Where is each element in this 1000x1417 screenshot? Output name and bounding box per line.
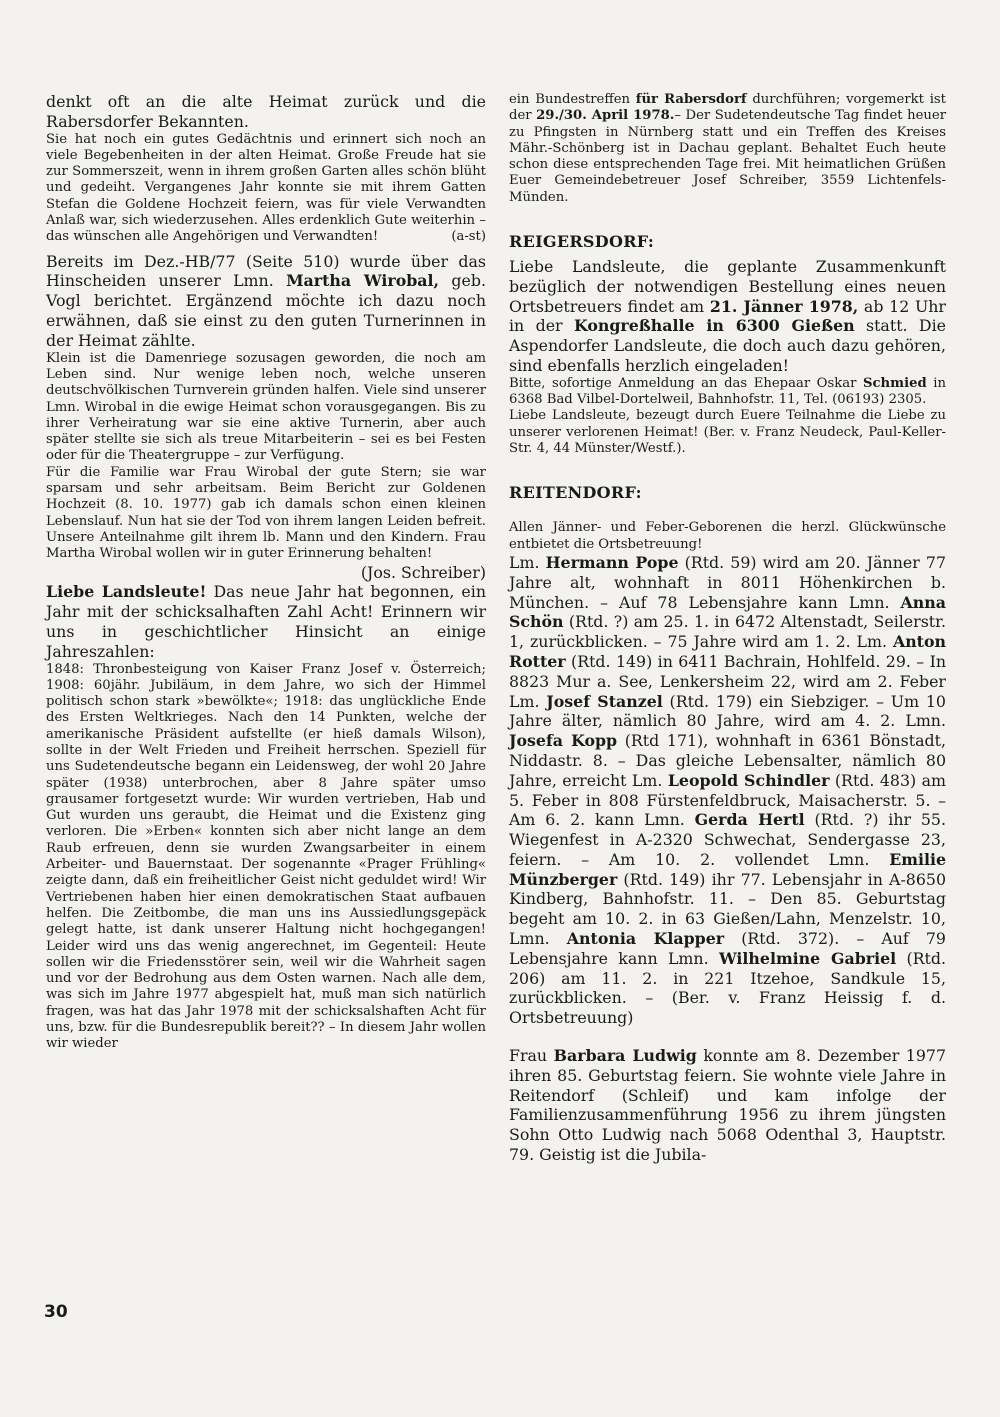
birthday-text: Lm.: [509, 552, 546, 572]
text-span: Bitte, sofortige Anmeldung an das Ehepaar Oskar: [509, 375, 857, 391]
bold-date-jaenner: 21. Jänner 1978,: [709, 296, 859, 316]
paragraph-teilnahme: Liebe Landsleute, bezeugt durch Euere Teilnahme die Liebe zu unserer verlorenen Heimat! (Ber. v. Franz Neudeck, Paul-Keller-Str. 4, 44 Münster/Westf.).: [509, 408, 946, 457]
birthday-text: (Rtd. ?) am 25. 1. in 6472 Altenstadt, Seilerstr. 1, zurückblicken. – 75 Jahre wird am 1. 2. Lm.: [509, 612, 946, 652]
birthday-text: (Rtd. 149) ihr 77. Lebensjahr in A-8650 Kindberg, Bahnhofstr. 11. – Den 85. Geburtstag begeht am 10. 2. in 63 Gießen/Lahn, Menzelstr. 10, Lmn.: [509, 869, 946, 949]
birthday-text: (Rtd. 483) am 5. Feber in 808 Fürstenfeldbruck, Maisacherstr. 5. – Am 6. 2. kann Lmn.: [509, 770, 946, 830]
wirobal-lead-text-2: geb. Vogl berichtet. Ergänzend möchte ich dazu noch erwähnen, daß sie einst zu den guten Turnerinnen in der Heimat zählte.: [46, 271, 486, 350]
text-span: statt. Die Aspendorfer Landsleute, die doch auch dazu gehören, sind ebenfalls herzlich eingeladen!: [509, 316, 946, 376]
paragraph-reigersdorf-lead: [509, 257, 946, 376]
signature-a-st: (a-st): [451, 229, 486, 245]
text-span: in 6368 Bad Vilbel-Dortelweil, Bahnhofstr. 11, Tel. (06193) 2305.: [509, 375, 946, 408]
paragraph-wirobal-body: Klein ist die Damenriege sozusagen geworden, die noch am Leben sind. Nur wenige leben noch, welche unseren deutschvölkischen Turnverein gründen halfen. Viele sind unserer Lmn. Wirobal in die ewige Heimat schon vorausgegangen. Bis zu ihrer Verheiratung war sie eine aktive Turnerin, aber auch später stellte sie sich als treue Mitarbeiterin – sei es bei Festen oder für die Theatergruppe – zur Verfügung.: [46, 350, 486, 464]
birthday-name: Gerda Hertl: [694, 810, 805, 830]
text-span: Frau: [509, 1046, 548, 1066]
text-span: ab 12 Uhr in der: [509, 296, 946, 336]
birthday-name: Hermann Pope: [545, 552, 679, 572]
paragraph-glueckwuensche: Allen Jänner- und Feber-Geborenen die herzl. Glückwünsche entbietet die Ortsbetreuung!: [509, 520, 946, 552]
paragraph-bundestreffen: [509, 92, 946, 206]
bold-date-april: 29./30. April 1978.: [536, 108, 675, 124]
birthday-name: Leopold Schindler: [667, 770, 830, 790]
birthday-text: (Rtd. 179) ein Siebziger. – Um 10 Jahre älter, nämlich 80 Jahre, wird am 4. 2. Lmn.: [509, 691, 946, 731]
intro-body-text: Sie hat noch ein gutes Gedächtnis und erinnert sich noch an viele Begebenheiten in der alten Heimat. Große Freude hat sie zur Sommerszeit, wenn in ihrem großen Garten alles schön blüht und gedeiht. Vergangenes Jahr konnte sie mit ihrem Gatten Stefan die Goldene Hochzeit feiern, was für viele Verwandten Anlaß war, sich wiederzusehen. Alles erdenklich Gute weiterhin – das wünschen alle Angehörigen und Verwandten!: [46, 131, 486, 245]
bold-kongresshalle: Kongreßhalle in 6300 Gießen: [573, 316, 855, 336]
left-column: [46, 92, 486, 1053]
birthday-text: (Rtd. ?) ihr 55. Wiegenfest in A-2320 Schwechat, Sendergasse 23, feiern. – Am 10. 2. vollendet Lmn.: [509, 810, 947, 869]
name-barbara-ludwig: Barbara Ludwig: [553, 1046, 697, 1066]
text-span: Liebe Landsleute, die geplante Zusammenkunft bezüglich der notwendigen Bestellung eines neuen Ortsbetreuers findet am: [509, 257, 946, 316]
birthday-name: Anna Schön: [509, 592, 946, 632]
landsleute-lead-text: Das neue Jahr hat begonnen, ein Jahr mit der schicksalhaften Zahl Acht! Erinnern wir uns in geschichtlicher Hinsicht an einige Jahreszahlen:: [46, 582, 486, 661]
paragraph-barbara-ludwig: [509, 1046, 946, 1165]
bold-schmied: Schmied: [862, 375, 927, 391]
paragraph-wirobal-lead: [46, 252, 486, 351]
text-span: – Der Sudetendeutsche Tag findet heuer zu Pfingsten in Nürnberg statt und ein Treffen des Kreises Mähr.-Schönberg ist in Dachau geplant. Behaltet Euch heute schon diese entsprechenden Tage frei. Mit heimatlichen Grüßen Euer Gemeindebetreuer Josef Schreiber, 3559 Lichtenfels-Münden.: [509, 108, 946, 205]
text-span: durchführen; vorgemerkt ist der: [509, 92, 946, 124]
birthday-name: Antonia Klapper: [566, 929, 725, 949]
bold-rabersdorf: für Rabersdorf: [635, 92, 747, 107]
paragraph-intro-large: denkt oft an die alte Heimat zurück und die Rabersdorfer Bekannten.: [46, 92, 486, 131]
paragraph-anmeldung: [509, 376, 946, 409]
page-number: 30: [44, 1302, 68, 1322]
heading-reigersdorf: REIGERSDORF:: [509, 232, 655, 252]
paragraph-liebe-landsleute: [46, 582, 486, 661]
paragraph-birthdays: [509, 553, 946, 1028]
greeting-liebe-landsleute: Liebe Landsleute!: [46, 582, 207, 602]
birthday-text: (Rtd. 206) am 11. 2. in 221 Itzehoe, Sandkule 15, zurückblicken. – (Ber. v. Franz Heissig f. d. Ortsbetreuung): [509, 948, 946, 1028]
name-martha-wirobal: Martha Wirobal,: [286, 271, 440, 291]
heading-reitendorf: REITENDORF:: [509, 483, 642, 503]
birthday-name: Josef Stanzel: [546, 691, 663, 711]
birthday-name: Wilhelmine Gabriel: [718, 948, 897, 968]
right-column: [509, 92, 946, 1165]
paragraph-wirobal-family: Für die Familie war Frau Wirobal der gute Stern; sie war sparsam und sehr arbeitsam. Beim Bericht zur Goldenen Hochzeit (8. 10. 1977) gab ich damals schon einen kleinen Lebenslauf. Nun hat sie der Tod von ihrem langen Leiden befreit. Unsere Anteilnahme gilt ihrem lb. Mann und den Kindern. Frau Martha Wirobal wollen wir in guter Erinnerung behalten!: [46, 464, 486, 562]
paragraph-history: 1848: Thronbesteigung von Kaiser Franz Josef v. Österreich; 1908: 60jähr. Jubiläum, in dem Jahre, wo sich der Himmel politisch schon stark »bewölkte«; 1918: das unglückliche Ende des Ersten Weltkrieges. Nach den 14 Punkten, welche der amerikanische Präsident aufstellte (er hieß damals Wilson), sollte in der Welt Frieden und Freiheit herrschen. Speziell für uns Sudetendeutsche begann ein Leidensweg, der wohl 20 Jahre später (1938) unterbrochen, aber 8 Jahre später umso grausamer fortgesetzt wurde: Wir wurden vertrieben, Hab und Gut wurden uns geraubt, die Heimat und die Existenz ging verloren. Die »Erben« konnten sich aber nicht lange an dem Raub erfreuen, denn sie wurden Zwangsarbeiter in einem Arbeiter- und Bauernstaat. Der sogenannte «Prager Frühling« zeigte dann, daß ein freiheitlicher Geist nicht geduldet wird! Wir Vertriebenen haben hier einen demokratischen Staat aufbauen helfen. Die Zeitbombe, die man uns ins Aussiedlungsgepäck gelegt hatte, ist dank unserer Haltung nicht hochgegangen! Leider wird uns das wenig angerechnet, im Gegenteil: Heute sollen wir die Friedensstörer sein, weil wir die Wahrheit sagen und vor der Bedrohung aus dem Osten warnen. Nach alle dem, was sich im Jahre 1977 abgespielt hat, muß man sich natürlich fragen, was hat das Jahr 1978 mit der schicksalshaften Acht für uns, bzw. für die Bundesrepublik bereit?? – In diesem Jahr wollen wir wieder: [46, 661, 486, 1052]
text-span: ein Bundestreffen: [509, 92, 631, 107]
birthday-name: Josefa Kopp: [509, 731, 618, 751]
birthday-text: (Rtd. 59) wird am 20. Jänner 77 Jahre alt, wohnhaft in 8011 Höhenkirchen b. München. – Auf 78 Lebensjahre kann Lmn.: [509, 552, 946, 612]
text-span: konnte am 8. Dezember 1977 ihren 85. Geburtstag feiern. Sie wohnte viele Jahre in Reitendorf (Schleif) und kam infolge der Familienzusammenführung 1956 zu ihrem jüngsten Sohn Otto Ludwig nach 5068 Odenthal 3, Hauptstr. 79. Geistig ist die Jubila-: [509, 1046, 946, 1165]
birthday-text: (Rtd 171), wohnhaft in 6361 Bönstadt, Niddastr. 8. – Das gleiche Lebensalter, nämlich 80 Jahre, erreicht Lm.: [509, 731, 946, 790]
birthday-name: Emilie Münzberger: [509, 849, 946, 889]
wirobal-lead-text: Bereits im Dez.-HB/77 (Seite 510) wurde über das Hinscheiden unserer Lmn.: [46, 251, 486, 291]
birthday-name: Anton Rotter: [509, 632, 946, 671]
paragraph-intro-body: [46, 132, 486, 246]
signature-jos-schreiber: (Jos. Schreiber): [360, 562, 486, 582]
birthday-text: (Rtd. 149) in 6411 Bachrain, Hohlfeld. 29. – In 8823 Mur a. See, Lenkersheim 22, wird am 2. Feber Lm.: [509, 651, 946, 711]
birthday-text: (Rtd. 372). – Auf 79 Lebensjahre kann Lmn.: [509, 929, 946, 968]
